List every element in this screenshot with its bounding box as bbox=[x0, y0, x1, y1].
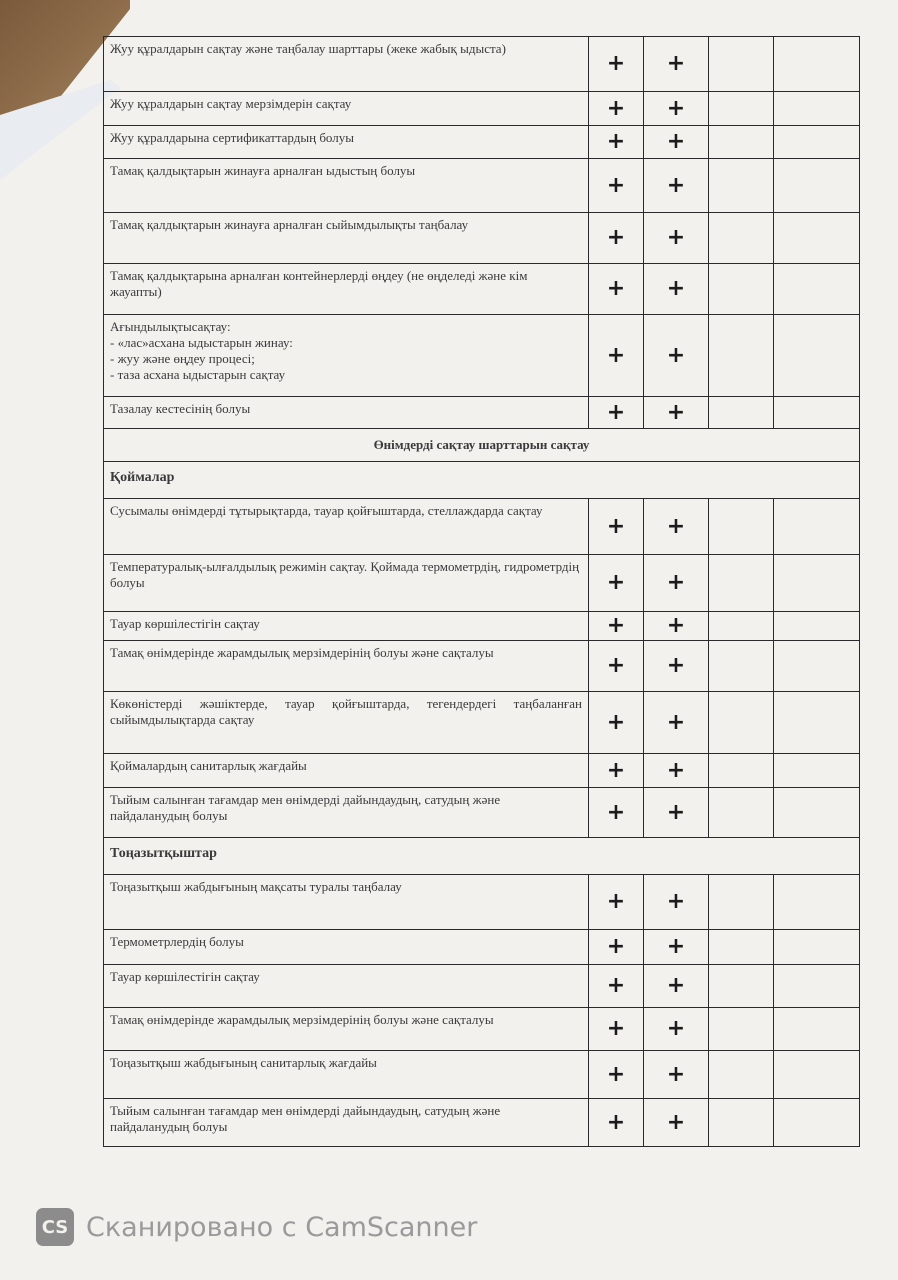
empty-cell bbox=[774, 930, 860, 965]
empty-cell bbox=[774, 788, 860, 838]
table-row bbox=[104, 159, 860, 213]
check-mark-m2: + bbox=[644, 92, 709, 126]
empty-cell bbox=[709, 1051, 774, 1099]
check-mark-m2: + bbox=[644, 397, 709, 429]
empty-cell bbox=[709, 754, 774, 788]
criterion-text: Тыйым салынған тағамдар мен өнімдерді дайындаудың, сатудың және пайдаланудың болуы bbox=[104, 788, 589, 838]
criterion-line: Ағындылықтысақтау: bbox=[110, 319, 231, 334]
section-title: Өнімдерді сақтау шарттарын сақтау bbox=[104, 429, 860, 462]
check-mark-m2: + bbox=[644, 126, 709, 159]
check-mark-m1: + bbox=[589, 930, 644, 965]
check-mark-m1: + bbox=[589, 126, 644, 159]
check-mark-m1: + bbox=[589, 1099, 644, 1147]
empty-cell bbox=[774, 159, 860, 213]
check-mark-m2: + bbox=[644, 499, 709, 555]
empty-cell bbox=[709, 1008, 774, 1051]
table-row bbox=[104, 499, 860, 555]
empty-cell bbox=[709, 555, 774, 612]
criterion-text bbox=[104, 315, 589, 397]
group-header-row bbox=[104, 462, 860, 499]
criterion-text: Тауар көршілестігін сақтау bbox=[104, 612, 589, 641]
check-mark-m1: + bbox=[589, 875, 644, 930]
criterion-text: Жуу құралдарын сақтау мерзімдерін сақтау bbox=[104, 92, 589, 126]
empty-cell bbox=[774, 213, 860, 264]
table-row bbox=[104, 555, 860, 612]
criterion-text: Сусымалы өнімдерді тұтырықтарда, тауар қойғыштарда, стеллаждарда сақтау bbox=[104, 499, 589, 555]
check-mark-m1: + bbox=[589, 315, 644, 397]
table-row bbox=[104, 692, 860, 754]
criterion-text: Термометрлердің болуы bbox=[104, 930, 589, 965]
empty-cell bbox=[774, 612, 860, 641]
criterion-text: Тыйым салынған тағамдар мен өнімдерді дайындаудың, сатудың және пайдаланудың болуы bbox=[104, 1099, 589, 1147]
check-mark-m2: + bbox=[644, 612, 709, 641]
empty-cell bbox=[774, 1051, 860, 1099]
check-mark-m2: + bbox=[644, 875, 709, 930]
empty-cell bbox=[709, 930, 774, 965]
criterion-text: Тауар көршілестігін сақтау bbox=[104, 965, 589, 1008]
criterion-text: Тамақ қалдықтарына арналған контейнерлерді өңдеу (не өңделеді және кім жауапты) bbox=[104, 264, 589, 315]
group-header-row bbox=[104, 838, 860, 875]
check-mark-m1: + bbox=[589, 37, 644, 92]
empty-cell bbox=[709, 612, 774, 641]
empty-cell bbox=[709, 397, 774, 429]
group-title: Тоңазытқыштар bbox=[104, 838, 860, 875]
empty-cell bbox=[709, 1099, 774, 1147]
check-mark-m1: + bbox=[589, 264, 644, 315]
empty-cell bbox=[774, 875, 860, 930]
checklist-table bbox=[103, 36, 860, 1147]
empty-cell bbox=[774, 397, 860, 429]
criterion-text: Қоймалардың санитарлық жағдайы bbox=[104, 754, 589, 788]
group-title: Қоймалар bbox=[104, 462, 860, 499]
empty-cell bbox=[774, 965, 860, 1008]
camscanner-logo: CS bbox=[36, 1208, 74, 1246]
check-mark-m2: + bbox=[644, 1051, 709, 1099]
criterion-text: Тамақ қалдықтарын жинауға арналған ыдыстың болуы bbox=[104, 159, 589, 213]
table-row bbox=[104, 1051, 860, 1099]
empty-cell bbox=[709, 965, 774, 1008]
checklist-body bbox=[104, 37, 860, 1147]
empty-cell bbox=[709, 37, 774, 92]
check-mark-m1: + bbox=[589, 159, 644, 213]
check-mark-m2: + bbox=[644, 1008, 709, 1051]
check-mark-m2: + bbox=[644, 692, 709, 754]
check-mark-m1: + bbox=[589, 1051, 644, 1099]
empty-cell bbox=[774, 555, 860, 612]
check-mark-m2: + bbox=[644, 159, 709, 213]
check-mark-m1: + bbox=[589, 965, 644, 1008]
check-mark-m1: + bbox=[589, 1008, 644, 1051]
check-mark-m2: + bbox=[644, 788, 709, 838]
empty-cell bbox=[709, 126, 774, 159]
empty-cell bbox=[774, 92, 860, 126]
empty-cell bbox=[774, 1099, 860, 1147]
empty-cell bbox=[709, 875, 774, 930]
criterion-line: - жуу және өңдеу процесі; bbox=[110, 351, 255, 366]
table-row bbox=[104, 788, 860, 838]
check-mark-m1: + bbox=[589, 788, 644, 838]
check-mark-m2: + bbox=[644, 37, 709, 92]
check-mark-m2: + bbox=[644, 641, 709, 692]
table-row bbox=[104, 641, 860, 692]
empty-cell bbox=[709, 692, 774, 754]
criterion-line: - «лас»асхана ыдыстарын жинау: bbox=[110, 335, 293, 350]
criterion-line: - таза асхана ыдыстарын сақтау bbox=[110, 367, 286, 382]
empty-cell bbox=[709, 264, 774, 315]
table-row bbox=[104, 965, 860, 1008]
table-row bbox=[104, 875, 860, 930]
checklist-sheet bbox=[103, 36, 859, 1147]
check-mark-m2: + bbox=[644, 555, 709, 612]
scanner-watermark bbox=[36, 1208, 477, 1246]
empty-cell bbox=[774, 264, 860, 315]
check-mark-m2: + bbox=[644, 930, 709, 965]
empty-cell bbox=[774, 1008, 860, 1051]
criterion-text: Температуралық-ылғалдылық режимін сақтау. Қоймада термометрдің, гидрометрдің болуы bbox=[104, 555, 589, 612]
empty-cell bbox=[709, 213, 774, 264]
check-mark-m1: + bbox=[589, 499, 644, 555]
empty-cell bbox=[709, 788, 774, 838]
check-mark-m1: + bbox=[589, 213, 644, 264]
check-mark-m1: + bbox=[589, 641, 644, 692]
check-mark-m2: + bbox=[644, 965, 709, 1008]
check-mark-m2: + bbox=[644, 213, 709, 264]
check-mark-m1: + bbox=[589, 397, 644, 429]
table-row bbox=[104, 213, 860, 264]
empty-cell bbox=[709, 159, 774, 213]
criterion-text: Тамақ қалдықтарын жинауға арналған сыйымдылықты таңбалау bbox=[104, 213, 589, 264]
check-mark-m2: + bbox=[644, 264, 709, 315]
table-row bbox=[104, 92, 860, 126]
check-mark-m2: + bbox=[644, 1099, 709, 1147]
empty-cell bbox=[709, 499, 774, 555]
empty-cell bbox=[774, 499, 860, 555]
check-mark-m1: + bbox=[589, 612, 644, 641]
empty-cell bbox=[709, 641, 774, 692]
empty-cell bbox=[774, 641, 860, 692]
criterion-text: Тоңазытқыш жабдығының санитарлық жағдайы bbox=[104, 1051, 589, 1099]
empty-cell bbox=[709, 92, 774, 126]
empty-cell bbox=[774, 37, 860, 92]
section-header-row bbox=[104, 429, 860, 462]
check-mark-m1: + bbox=[589, 555, 644, 612]
criterion-text: Тамақ өнімдерінде жарамдылық мерзімдерінің болуы және сақталуы bbox=[104, 641, 589, 692]
empty-cell bbox=[774, 754, 860, 788]
criterion-text: Тоңазытқыш жабдығының мақсаты туралы таңбалау bbox=[104, 875, 589, 930]
table-row bbox=[104, 397, 860, 429]
empty-cell bbox=[774, 126, 860, 159]
table-row bbox=[104, 754, 860, 788]
camscanner-text: Сканировано с CamScanner bbox=[86, 1211, 478, 1243]
table-row bbox=[104, 930, 860, 965]
table-row bbox=[104, 612, 860, 641]
criterion-text: Жуу құралдарын сақтау және таңбалау шарттары (жеке жабық ыдыста) bbox=[104, 37, 589, 92]
empty-cell bbox=[709, 315, 774, 397]
check-mark-m1: + bbox=[589, 692, 644, 754]
table-row bbox=[104, 264, 860, 315]
check-mark-m2: + bbox=[644, 754, 709, 788]
empty-cell bbox=[774, 315, 860, 397]
table-row bbox=[104, 37, 860, 92]
criterion-text: Тазалау кестесінің болуы bbox=[104, 397, 589, 429]
check-mark-m1: + bbox=[589, 92, 644, 126]
table-row bbox=[104, 126, 860, 159]
check-mark-m1: + bbox=[589, 754, 644, 788]
criterion-text: Тамақ өнімдерінде жарамдылық мерзімдерінің болуы және сақталуы bbox=[104, 1008, 589, 1051]
table-row bbox=[104, 1008, 860, 1051]
criterion-text: Көкөністерді жәшіктерде, тауар қойғыштарда, тегендердегі таңбаланған сыйымдылықтарда сақтау bbox=[104, 692, 589, 754]
empty-cell bbox=[774, 692, 860, 754]
check-mark-m2: + bbox=[644, 315, 709, 397]
table-row bbox=[104, 1099, 860, 1147]
criterion-text: Жуу құралдарына сертификаттардың болуы bbox=[104, 126, 589, 159]
table-row bbox=[104, 315, 860, 397]
